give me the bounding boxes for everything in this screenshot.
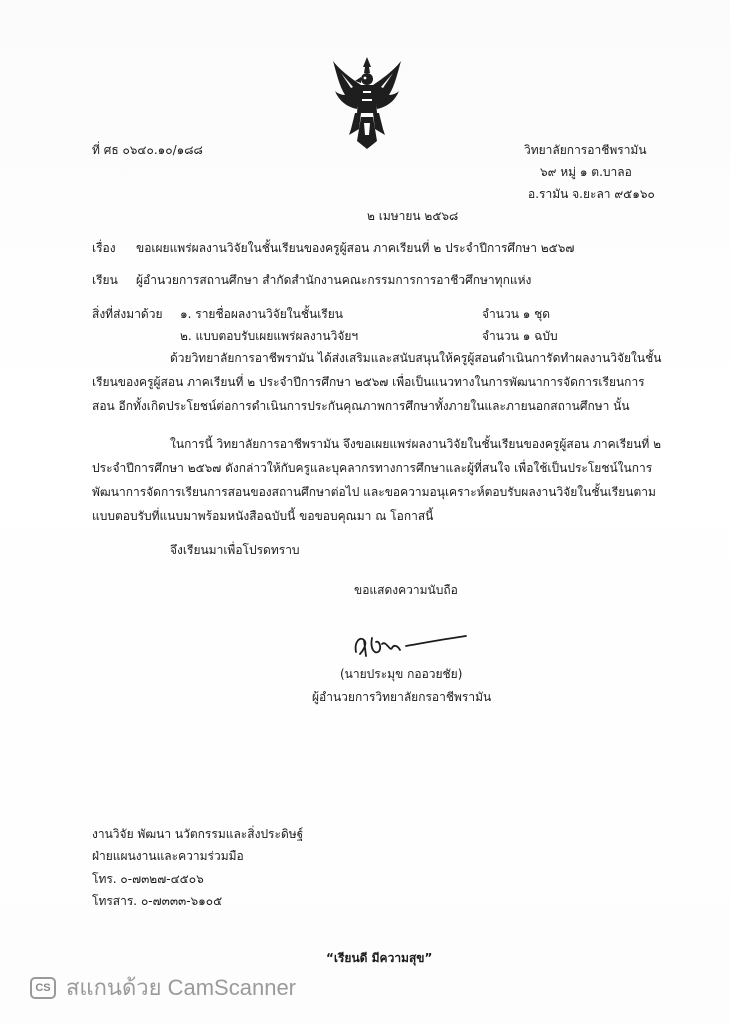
department-name: งานวิจัย พัฒนา นวัตกรรมและสิ่งประดิษฐ์: [92, 827, 304, 841]
division-name: ฝ่ายแผนงานและความร่วมมือ: [92, 849, 244, 863]
recipient-text: ผู้อำนวยการสถานศึกษา สำกัดสำนักงานคณะกรรมการการอาชีวศึกษาทุกแห่ง: [136, 273, 532, 287]
signer-name: (นายประมุข กออวยชัย): [340, 667, 463, 681]
sender-name: วิทยาลัยการอาชีพรามัน: [524, 143, 647, 157]
enclosure-label: สิ่งที่ส่งมาด้วย: [92, 307, 163, 321]
enclosure-item: ๒. แบบตอบรับเผยแพร่ผลงานวิจัยฯ: [180, 329, 359, 343]
paragraph-line: พัฒนาการจัดการเรียนการสอนของสถานศึกษาต่อไป และขอความอนุเคราะห์ตอบรับผลงานวิจัยในชั้นเรียนตาม: [92, 485, 656, 499]
camscanner-watermark: [30, 970, 296, 1005]
signer-title: ผู้อำนวยการวิทยาลัยกรอาชีพรามัน: [312, 690, 492, 704]
phone-number: โทร. ๐-๗๓๒๗-๔๕๐๖: [92, 872, 204, 886]
closing-request: จึงเรียนมาเพื่อโปรดทราบ: [170, 543, 300, 557]
recipient-label: เรียน: [92, 273, 118, 287]
fax-number: โทรสาร. ๐-๗๓๓๓-๖๑๐๕: [92, 894, 223, 908]
camscanner-logo-icon: CS: [30, 977, 56, 999]
sender-address-line: ๖๙ หมู่ ๑ ต.บาลอ: [540, 165, 632, 179]
closing-salutation: ขอแสดงความนับถือ: [354, 583, 458, 597]
subject-label: เรื่อง: [92, 241, 116, 255]
paragraph-line: สอน อีกทั้งเกิดประโยชน์ต่อการดำเนินการประกันคุณภาพการศึกษาทั้งภายในและภายนอกสถานศึกษา นั้น: [92, 399, 630, 413]
school-motto: “เรียนดี มีความสุข”: [326, 951, 433, 965]
paragraph-line: เรียนของครูผู้สอน ภาคเรียนที่ ๒ ประจำปีการศึกษา ๒๕๖๗ เพื่อเป็นแนวทางในการพัฒนาการจัดการเรียนการ: [92, 375, 645, 389]
paragraph-line: แบบตอบรับที่แนบมาพร้อมหนังสือฉบับนี้ ขอขอบคุณมา ณ โอกาสนี้: [92, 509, 434, 523]
subject-text: ขอเผยแพร่ผลงานวิจัยในชั้นเรียนของครูผู้สอน ภาคเรียนที่ ๒ ประจำปีการศึกษา ๒๕๖๗: [136, 241, 575, 255]
sender-address-line: อ.รามัน จ.ยะลา ๙๕๑๖๐: [528, 187, 655, 201]
paragraph-line: ด้วยวิทยาลัยการอาชีพรามัน ได้ส่งเสริมและสนับสนุนให้ครูผู้สอนดำเนินการัดทำผลงานวิจัยในชั้น: [170, 351, 662, 365]
handwritten-signature: [348, 622, 468, 662]
body-paragraph-1: [92, 346, 661, 418]
body-paragraph-2: [92, 432, 661, 528]
camscanner-text: สแกนด้วย CamScanner: [66, 975, 297, 1000]
paragraph-line: ประจำปีการศึกษา ๒๕๖๗ ดังกล่าวให้กับครูและบุคลากรทางการศึกษาและผู้ที่สนใจ เพื่อใช้เป็นประโยชน์ในการ: [92, 461, 653, 475]
reference-number: ที่ ศธ ๐๖๔๐.๑๐/๑๘๘: [92, 143, 203, 157]
letter-date: ๒ เมษายน ๒๕๖๘: [367, 209, 459, 223]
enclosure-qty: จำนวน ๑ ฉบับ: [482, 329, 558, 343]
garuda-emblem-icon: [331, 55, 403, 151]
enclosure-qty: จำนวน ๑ ชุด: [482, 307, 551, 321]
enclosure-item: ๑. รายชื่อผลงานวิจัยในชั้นเรียน: [180, 307, 343, 321]
paragraph-line: ในการนี้ วิทยาลัยการอาชีพรามัน จึงขอเผยแพร่ผลงานวิจัยในชั้นเรียนของครูผู้สอน ภาคเรียนที่ ๒: [170, 437, 662, 451]
